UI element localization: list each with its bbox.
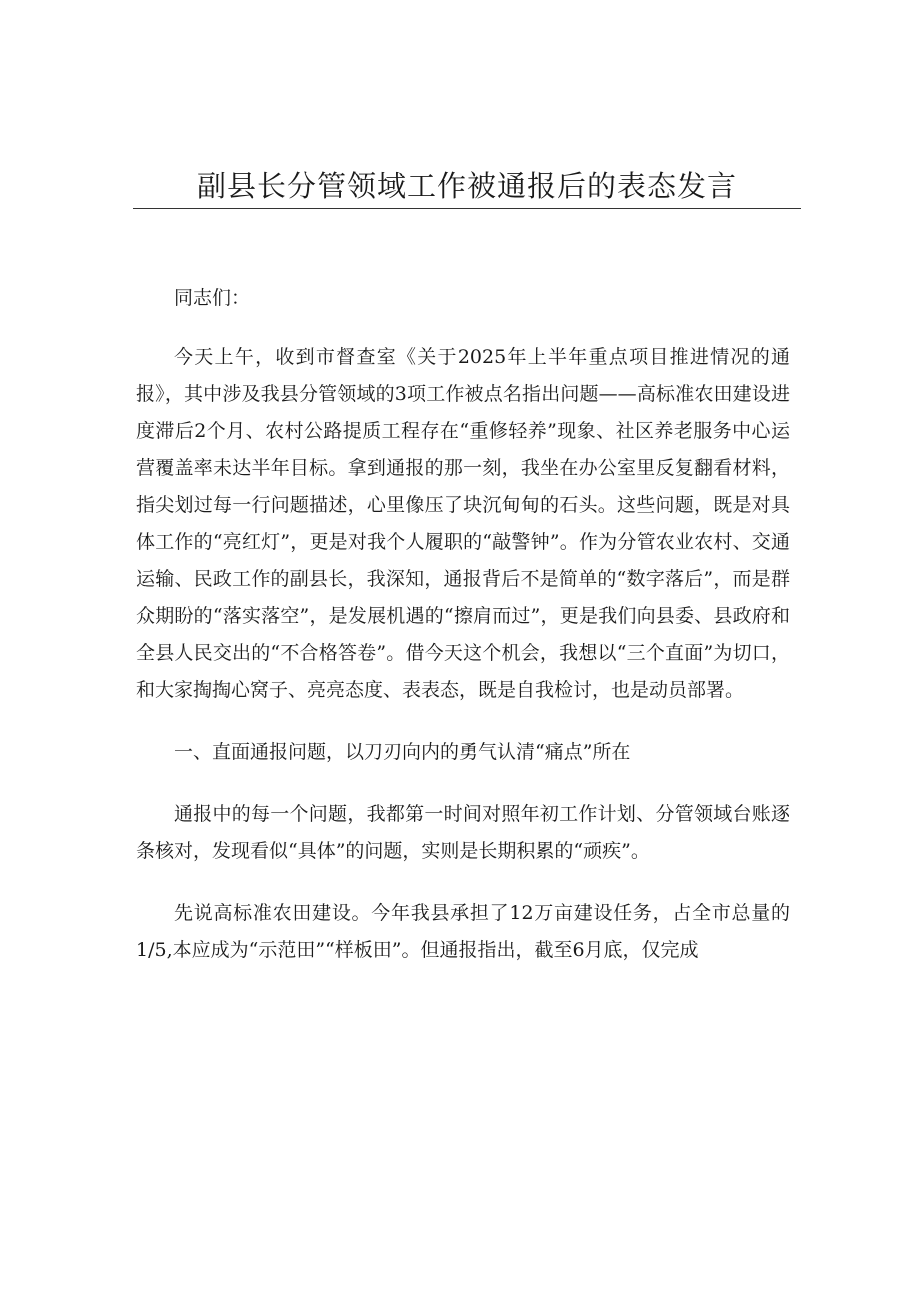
document-body: [136, 280, 790, 994]
section-heading: 一、直面通报问题，以刀刃向内的勇气认清“痛点”所在: [174, 741, 631, 763]
document-title: 副县长分管领域工作被通报后的表态发言: [196, 169, 737, 203]
section-paragraph: 通报中的每一个问题，我都第一时间对照年初工作计划、分管领域台账逐条核对，发现看似“具体”的问题，实则是长期积累的“顽疾”。: [136, 803, 790, 862]
title-underline: [133, 208, 801, 209]
section-paragraph: 先说高标准农田建设。今年我县承担了12万亩建设任务，占全市总量的1/5,本应成为“示范田”“样板田”。但通报指出，截至6月底，仅完成: [136, 902, 790, 961]
salutation: 同志们：: [174, 287, 251, 309]
intro-paragraph: 今天上午，收到市督查室《关于2025年上半年重点项目推进情况的通报》，其中涉及我县分管领域的3项工作被点名指出问题——高标准农田建设进度滞后2个月、农村公路提质工程存在“重修轻养”现象、社区养老服务中心运营覆盖率未达半年目标。拿到通报的那一刻，我坐在办公室里反复翻看材料，指尖划过每一行问题描述，心里像压了块沉甸甸的石头。这些问题，既是对具体工作的“亮红灯”，更是对我个人履职的“敲警钟”。作为分管农业农村、交通运输、民政工作的副县长，我深知，通报背后不是简单的“数字落后”，而是群众期盼的“落实落空”，是发展机遇的“擦肩而过”，更是我们向县委、县政府和全县人民交出的“不合格答卷”。借今天这个机会，我想以“三个直面”为切口，和大家掏掏心窝子、亮亮态度、表表态，既是自我检讨，也是动员部署。: [136, 346, 790, 701]
